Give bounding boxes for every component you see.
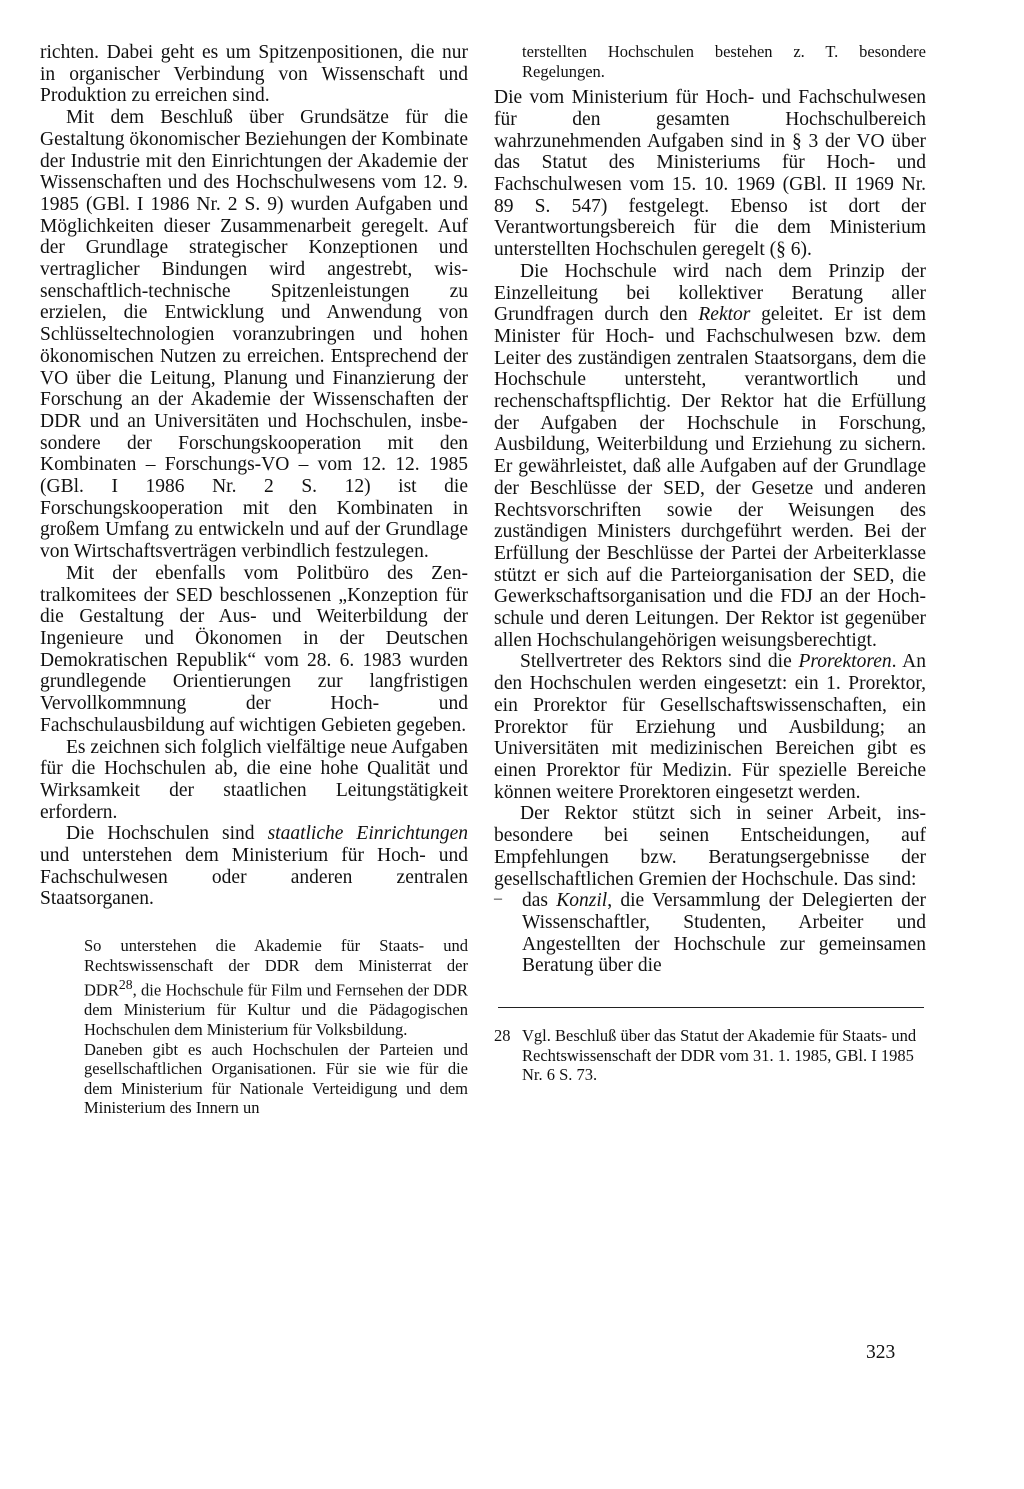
emphasis-term: Prorektoren bbox=[798, 651, 892, 673]
text-span: geleitet. Er ist dem Minister für Hoch- und Fachschulwesen bzw. dem Leiter des zuständigen zentralen Staatsorgans, dem die Hochschule untersteht, verantwortlich und rechenschaftspflichtig. Der Rektor hat die Erfüllung der Aufgaben der Hochschule in Forschung, Ausbildung, Weiterbildung und Erziehung zu sichern. Er gewährleistet, daß alle Aufgaben auf der Grundlage der Beschlüsse der SED, der Gesetze und anderen Rechtsvorschriften sowie der Weisungen des zuständigen Ministers durchgeführt werden. Bei der Erfüllung der Beschlüsse der Partei der Arbeiterklasse stützt er sich auf die Parteiorganisation der SED, die Gewerkschaftsorganisation und die FDJ an der Hochschule und deren Leitungen. Der Rektor ist gegenüber allen Hochschulangehörigen weisungsberechtigt. bbox=[494, 304, 926, 651]
dash-bullet: – bbox=[494, 890, 502, 908]
text-span: Stellvertreter des Rektors sind die bbox=[520, 651, 799, 673]
paragraph-ministerium: Die vom Ministerium für Hoch- und Fachschulwesen für den gesamten Hochschulbereich wahrzunehmenden Aufgaben sind in § 3 der VO über das Statut des Ministeriums für Hoch- und Fachschulwesen vom 15. 10. 1969 (GBl. II 1969 Nr. 89 S. 547) festgelegt. Ebenso ist dort der Verantwortungsbereich für die dem Ministerium unterstellten Hochschulen geregelt (§ 6). bbox=[494, 87, 926, 261]
left-column bbox=[40, 42, 468, 1118]
emphasis-term: Rektor bbox=[698, 304, 751, 326]
text-span: So unterstehen die Akademie für Staats- und Rechtswissenschaft der DDR dem Ministerrat der DDR bbox=[84, 936, 468, 1000]
list-item bbox=[494, 890, 926, 977]
paragraph-konzeption: Mit der ebenfalls vom Politbüro des Zentralkomitees der SED beschlossenen „Konzeption für die Gestaltung der Aus- und Weiterbildung der Ingenieure und Ökonomen in der Deutschen Demokratischen Republik“ vom 28. 6. 1983 wurden grundlegende Orientierungen zur langfristigen Vervollkommnung der Hoch- und Fachschulausbildung auf wichtigen Gebieten gegeben. bbox=[40, 562, 468, 736]
small-print-note bbox=[84, 936, 468, 1118]
footnote bbox=[494, 1026, 926, 1085]
text-span: und unterstehen dem Ministerium für Hoch- und Fachschulwesen oder anderen zentralen Staatsorganen. bbox=[40, 845, 468, 910]
footnote-number: 28 bbox=[494, 1026, 511, 1046]
paragraph-prorektoren bbox=[494, 651, 926, 803]
emphasis-term: Konzil bbox=[556, 890, 608, 912]
paragraph-gremien: Der Rektor stützt sich in seiner Arbeit, insbesondere bei seinen Entscheidungen, auf Empfehlungen bzw. Beratungsergebnisse der gesellschaftlichen Gremien der Hochschule. Das sind: bbox=[494, 803, 926, 890]
emphasis-term: staatliche Einrichtungen bbox=[267, 823, 468, 845]
list-item-text bbox=[522, 890, 926, 977]
paragraph-aufgaben: Es zeichnen sich folglich vielfältige neue Aufgaben für die Hochschulen ab, die eine hohe Qualität und Wirksamkeit der staatlichen Leitungstätigkeit erfordern. bbox=[40, 736, 468, 823]
note-continuation: terstellten Hochschulen bestehen z. T. besondere Regelungen. bbox=[522, 42, 926, 81]
text-span: . An den Hochschulen werden eingesetzt: ein 1. Prorektor, ein Prorektor für Gesellschaftswissenschaften, ein Prorektor für Erziehung und Ausbildung; an Universitäten mit medizinischen Bereichen gibt es einen Prorektor für Medizin. Für spezielle Bereiche können weitere Prorektoren eingesetzt werden. bbox=[494, 651, 926, 803]
paragraph-continuation: richten. Dabei geht es um Spitzenpositionen, die nur in organischer Verbindung von Wissenschaft und Produktion zu erreichen sind. bbox=[40, 42, 468, 107]
text-span: Die Hochschulen sind bbox=[66, 823, 268, 845]
footnote-divider bbox=[498, 1007, 924, 1008]
page-number: 323 bbox=[866, 1342, 896, 1363]
footnote-text: Vgl. Beschluß über das Statut der Akademie für Staats- und Rechtswissenschaft der DDR vom 31. 1. 1985, GBl. I 1985 Nr. 6 S. 73. bbox=[522, 1026, 917, 1085]
note-paragraph-akademie bbox=[84, 936, 468, 1039]
text-span: Die Hochschule wird nach dem Prinzip der Einzelleitung bei kollektiver Beratung aller Grundfragen durch den bbox=[494, 260, 926, 326]
right-column bbox=[494, 42, 926, 1085]
note-paragraph-parteien: Daneben gibt es auch Hochschulen der Parteien und gesellschaftlichen Organisationen. Für sie wie für die dem Ministerium für Nationale Verteidigung und dem Ministerium des Innern un bbox=[84, 1039, 468, 1118]
paragraph-beschluss: Mit dem Beschluß über Grundsätze für die Gestaltung ökonomischer Beziehungen der Kombinate der Industrie mit den Einrichtungen der Akademie der Wissenschaften und des Hochschulwesens vom 12. 9. 1985 (GBl. I 1986 Nr. 2 S. 9) wurden Aufgaben und Möglichkeiten dieser Zusammenarbeit geregelt. Auf der Grundlage strategischer Konzeptionen und vertraglicher Bindungen wird angestrebt, wissenschaftlich-technische Spitzenleistungen zu erzielen, die Entwicklung und Anwendung von Schlüsseltechnologien voranzubringen und hohen ökonomischen Nutzen zu erreichen. Entsprechend der VO über die Leitung, Planung und Finanzierung der Forschung an der Akademie der Wissenschaften der DDR und an Universitäten und Hochschulen, insbesondere der Forschungskooperation mit den Kombinaten – Forschungs-VO – vom 12. 12. 1985 (GBl. I 1986 Nr. 2 S. 12) ist die Forschungskooperation mit den Kombinaten in großem Umfang zu entwickeln und auf der Grundlage von Wirtschaftsverträgen verbindlich festzulegen. bbox=[40, 107, 468, 563]
footnote-reference: 28 bbox=[118, 977, 133, 993]
text-span: das bbox=[522, 890, 557, 912]
text-span: , die Versammlung der Delegierten der Wissenschaftler, Studenten, Arbeiter und Angestellten der Hochschule zur gemeinsamen Beratung über die bbox=[522, 890, 926, 977]
paragraph-rektor bbox=[494, 261, 926, 652]
paragraph-staatliche-einrichtungen bbox=[40, 823, 468, 910]
text-span: , die Hochschule für Film und Fernsehen der DDR dem Ministerium für Kultur und die Pädagogischen Hochschulen dem Ministerium für Volksbildung. bbox=[84, 980, 468, 1039]
